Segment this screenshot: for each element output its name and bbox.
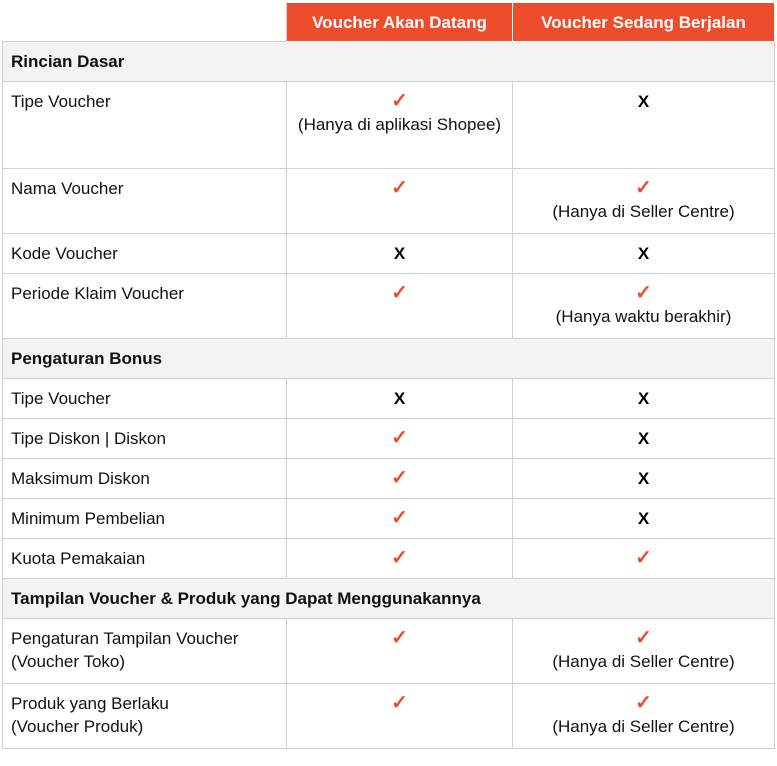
table-row [3,419,775,459]
upcoming-cell [287,619,513,684]
row-label: Maksimum Diskon [3,459,287,499]
upcoming-cell [287,419,513,459]
row-label: Periode Klaim Voucher [3,274,287,339]
row-label [3,684,287,749]
cross-icon: X [637,509,650,528]
row-label: Kode Voucher [3,234,287,274]
upcoming-cell [287,82,513,169]
check-icon: ✓ [391,627,408,649]
cross-icon: X [393,244,406,263]
check-icon: ✓ [391,467,408,489]
table-row [3,274,775,339]
upcoming-cell [287,539,513,579]
check-icon: ✓ [391,547,408,569]
header-blank-cell [3,3,287,42]
row-label-line1: Produk yang Berlaku [11,694,169,713]
check-icon: ✓ [391,90,408,112]
ongoing-cell [513,169,775,234]
check-icon: ✓ [635,627,652,649]
ongoing-cell [513,499,775,539]
ongoing-note: (Hanya di Seller Centre) [552,202,735,221]
row-label: Tipe Diskon | Diskon [3,419,287,459]
ongoing-note: (Hanya di Seller Centre) [552,652,735,671]
row-label: Tipe Voucher [3,82,287,169]
upcoming-cell [287,274,513,339]
table-row [3,82,775,169]
row-label: Minimum Pembelian [3,499,287,539]
voucher-comparison-table [2,2,775,749]
ongoing-cell [513,234,775,274]
check-icon: ✓ [391,692,408,714]
table-row [3,379,775,419]
ongoing-cell [513,619,775,684]
ongoing-note: (Hanya di Seller Centre) [552,717,735,736]
cross-icon: X [637,92,650,111]
row-label-line2: (Voucher Produk) [11,717,144,736]
section-row [3,579,775,619]
check-icon: ✓ [635,177,652,199]
table-row [3,459,775,499]
row-label: Tipe Voucher [3,379,287,419]
row-label-line2: (Voucher Toko) [11,652,126,671]
table-row [3,234,775,274]
upcoming-note: (Hanya di aplikasi Shopee) [297,115,502,134]
check-icon: ✓ [635,547,652,569]
table-row [3,684,775,749]
ongoing-cell [513,82,775,169]
check-icon: ✓ [391,282,408,304]
cross-icon: X [637,244,650,263]
header-upcoming: Voucher Akan Datang [287,3,513,42]
upcoming-cell [287,684,513,749]
cross-icon: X [637,389,650,408]
table-row [3,169,775,234]
cross-icon: X [393,389,406,408]
ongoing-cell [513,379,775,419]
section-title: Pengaturan Bonus [3,339,775,379]
table-row [3,539,775,579]
cross-icon: X [637,469,650,488]
ongoing-note: (Hanya waktu berakhir) [555,307,732,326]
upcoming-cell [287,459,513,499]
cross-icon: X [637,429,650,448]
section-title: Tampilan Voucher & Produk yang Dapat Menggunakannya [3,579,775,619]
upcoming-cell [287,379,513,419]
section-title: Rincian Dasar [3,42,775,82]
check-icon: ✓ [391,507,408,529]
ongoing-cell [513,419,775,459]
ongoing-cell [513,274,775,339]
ongoing-cell [513,539,775,579]
check-icon: ✓ [635,282,652,304]
row-label: Nama Voucher [3,169,287,234]
check-icon: ✓ [391,427,408,449]
upcoming-cell [287,234,513,274]
upcoming-cell [287,169,513,234]
row-label-line1: Pengaturan Tampilan Voucher [11,629,239,648]
check-icon: ✓ [635,692,652,714]
row-label [3,619,287,684]
upcoming-cell [287,499,513,539]
row-label: Kuota Pemakaian [3,539,287,579]
section-row [3,339,775,379]
header-row [3,3,775,42]
check-icon: ✓ [391,177,408,199]
table-row [3,499,775,539]
table-row [3,619,775,684]
section-row [3,42,775,82]
ongoing-cell [513,684,775,749]
header-ongoing: Voucher Sedang Berjalan [513,3,775,42]
ongoing-cell [513,459,775,499]
